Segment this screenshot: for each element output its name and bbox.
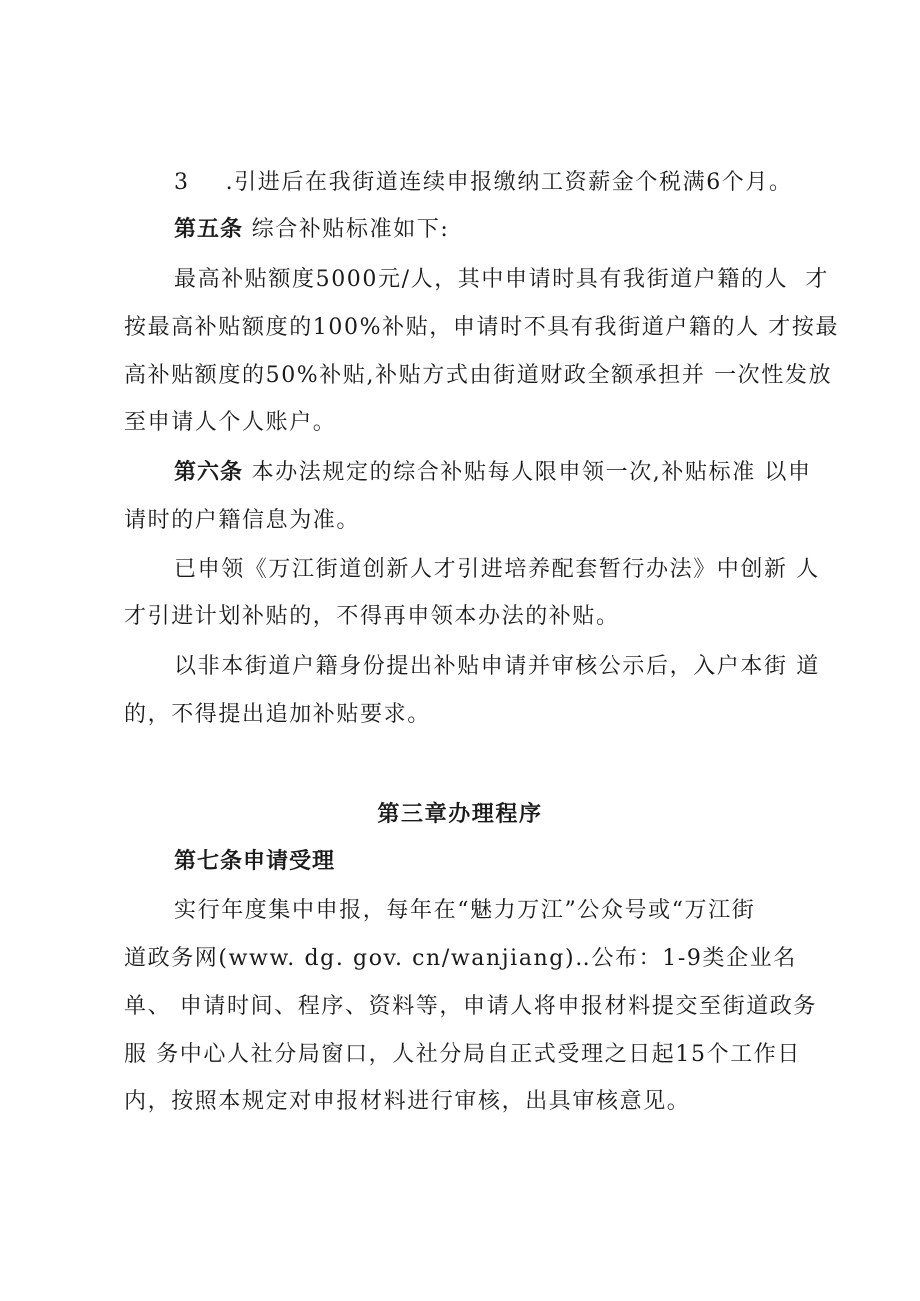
article-6-p3-line-2: 的，不得提出追加补贴要求。 — [124, 702, 431, 727]
article-6-p2-line-2: 才引进计划补贴的，不得再申领本办法的补贴。 — [124, 604, 620, 629]
item-3-number: 3 — [174, 170, 190, 195]
article-5-line-1: 最高补贴额度5000元/人，其中申请时具有我街道户籍的人 才 — [174, 267, 829, 292]
article-6-p3-line-1: 以非本街道户籍身份提出补贴申请并审核公示后，入户本街 道 — [174, 654, 820, 679]
article-5-intro: 综合补贴标准如下: — [243, 217, 450, 242]
article-7-line-5: 内，按照本规定对申报材料进行审核，出具审核意见。 — [124, 1089, 691, 1114]
article-7-heading: 第七条申请受理 — [174, 849, 336, 874]
article-6-line-1: 本办法规定的综合补贴每人限申领一次,补贴标准 以申 — [243, 460, 812, 485]
article-7-line-2: 道政务网(www. dg. gov. cn/wanjiang)‥公布：1-9类企业名 — [124, 946, 797, 971]
article-6-heading — [174, 458, 814, 488]
article-6-line-2: 请时的户籍信息为准。 — [124, 508, 361, 533]
item-3-text: .引进后在我街道连续申报缴纳工资薪金个税满6个月。 — [225, 170, 793, 195]
chapter-3-title: 第三章办理程序 — [377, 802, 543, 827]
article-5-line-4: 至申请人个人账户。 — [124, 410, 337, 435]
item-3 — [174, 168, 814, 198]
article-6-label: 第六条 — [174, 460, 244, 485]
article-5-line-2: 按最高补贴额度的100%补贴，申请时不具有我街道户籍的人 才按最 — [124, 315, 840, 340]
article-5-heading — [174, 215, 814, 245]
article-7-line-3: 单、 申请时间、程序、资料等，申请人将申报材料提交至街道政务 — [124, 994, 817, 1019]
article-5-label: 第五条 — [174, 217, 244, 242]
article-6-p2-line-1: 已申领《万江街道创新人才引进培养配套暂行办法》中创新 人 — [174, 557, 820, 582]
article-7-line-4: 服 务中心人社分局窗口，人社分局自正式受理之日起15个工作日 — [124, 1042, 801, 1067]
article-7-line-1: 实行年度集中申报，每年在“魅力万江”公众号或“万江街 — [174, 898, 756, 923]
article-5-line-3: 高补贴额度的50%补贴,补贴方式由街道财政全额承担并 一次性发放 — [124, 363, 833, 388]
